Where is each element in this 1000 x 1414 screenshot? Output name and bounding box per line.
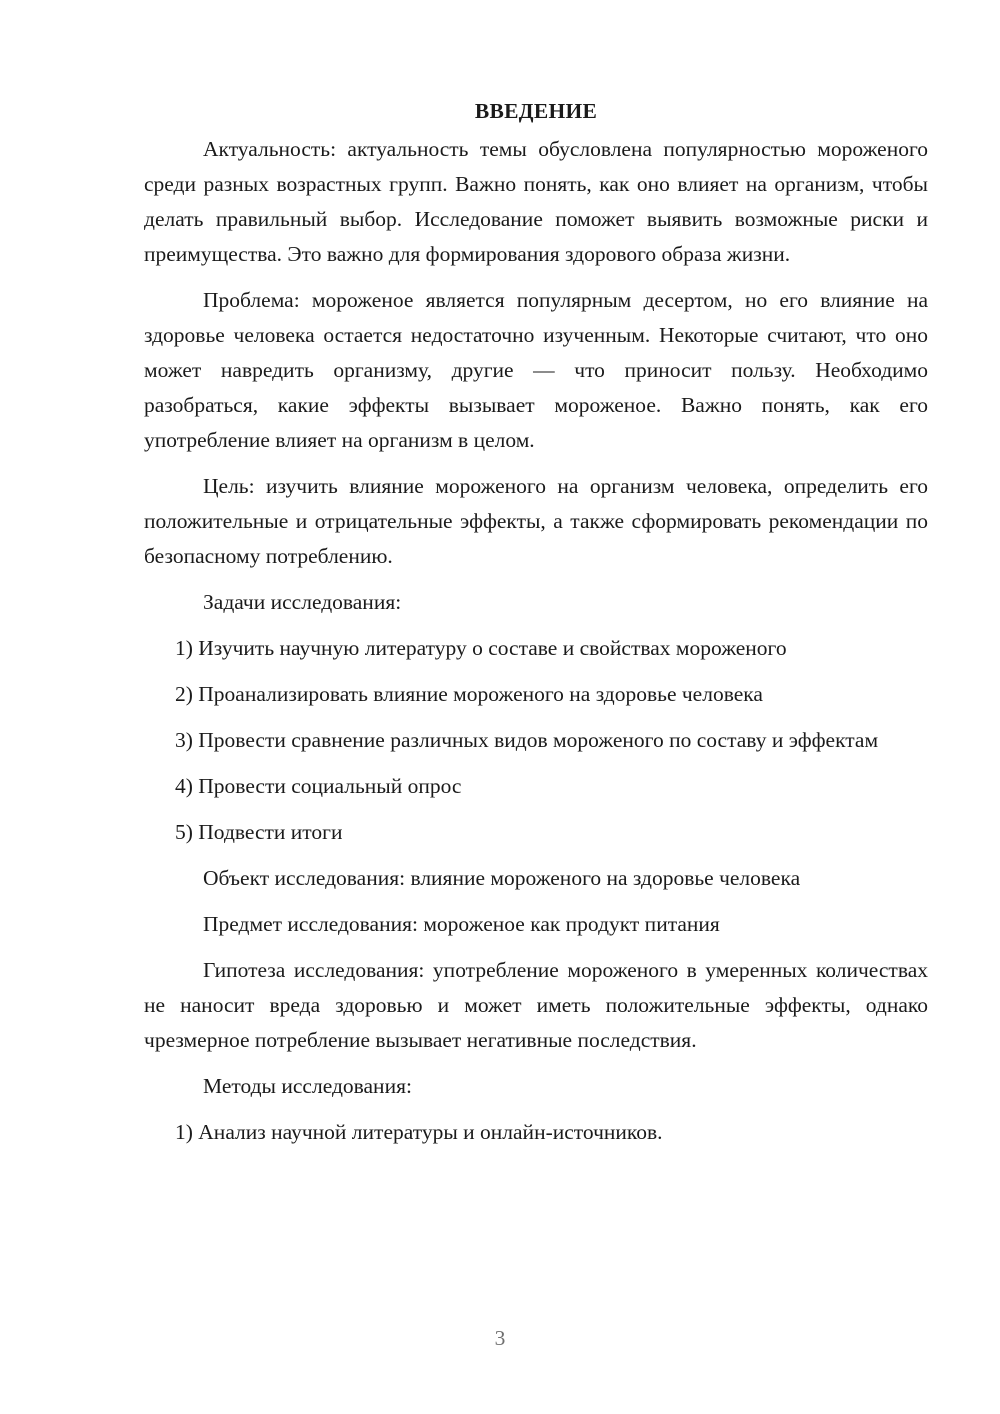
task-item-2: 2) Проанализировать влияние мороженого на здоровье человека — [175, 682, 763, 706]
hypothesis-paragraph: Гипотеза исследования: употребление мороженого в умеренных количествах не наносит вреда здоровью и может иметь положительные эффекты, однако чрезмерное потребление вызывает негативные последствия. — [144, 958, 928, 1052]
method-item-1: 1) Анализ научной литературы и онлайн-источников. — [175, 1120, 663, 1144]
object-paragraph: Объект исследования: влияние мороженого на здоровье человека — [203, 866, 801, 890]
page-number: 3 — [494, 1326, 506, 1350]
problem-paragraph: Проблема: мороженое является популярным десертом, но его влияние на здоровье человека остается недостаточно изученным. Некоторые считают, что оно может навредить организму, другие — что приносит пользу. Необходимо разобраться, какие эффекты вызывает мороженое. Важно понять, как его употребление влияет на организм в целом. — [144, 288, 928, 452]
goal-paragraph: Цель: изучить влияние мороженого на организм человека, определить его положительные и отрицательные эффекты, а также сформировать рекомендации по безопасному потреблению. — [144, 474, 928, 568]
task-item-5: 5) Подвести итоги — [175, 820, 343, 844]
page-title: ВВЕДЕНИЕ — [474, 99, 598, 123]
methods-title: Методы исследования: — [203, 1074, 412, 1098]
task-item-1: 1) Изучить научную литературу о составе и свойствах мороженого — [175, 636, 787, 660]
relevance-paragraph: Актуальность: актуальность темы обусловлена популярностью мороженого среди разных возрастных групп. Важно понять, как оно влияет на организм, чтобы делать правильный выбор. Исследование поможет выявить возможные риски и преимущества. Это важно для формирования здорового образа жизни. — [144, 137, 928, 266]
tasks-title: Задачи исследования: — [203, 590, 402, 614]
task-item-3: 3) Провести сравнение различных видов мороженого по составу и эффектам — [175, 728, 879, 752]
subject-paragraph: Предмет исследования: мороженое как продукт питания — [203, 912, 720, 936]
task-item-4: 4) Провести социальный опрос — [175, 774, 462, 798]
document-page — [144, 94, 928, 1150]
